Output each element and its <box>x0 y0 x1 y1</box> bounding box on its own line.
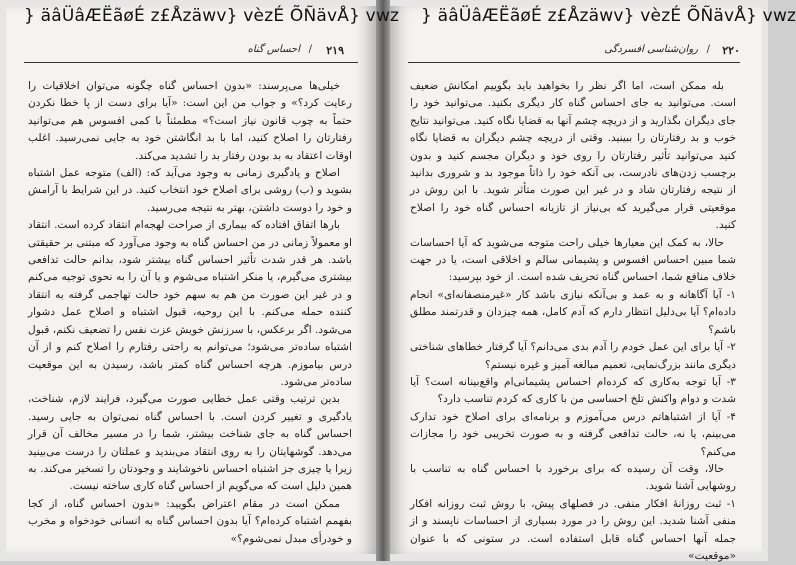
right-page <box>390 6 762 562</box>
right-page-number: ۲۲۰ <box>722 44 740 57</box>
left-page-running-title: احساس گناه <box>247 44 300 55</box>
right-header-rule <box>408 62 740 63</box>
right-page-body <box>410 78 737 562</box>
left-running-head <box>26 44 360 60</box>
left-paragraph: بارها اتفاق افتاده که بیماری از صراحت لهجه‌ام انتقاد کرده است. انتقاد او معمولاً زمانی در من احساس گناه به وجود می‌آورد که مبتنی بر حقیقتی باشد. هر قدر شدت تأثیر احساس گناه بیشتر شود، بدانم حالت تدافعی بیشتری می‌گیرم، یا منکر اشتباه می‌شوم و یا آن را به نحوی توجیه می‌کنم و در غیر این صورت من هم به سهم خود حالت تهاجمی گرفته به انتقاد کننده حمله می‌کنم. با این روحیه، قبول اشتباه و اصلاح عمل دشوار می‌شود. اگر برعکس، با سرزنش خویش عزت نفس را تضعیف نکنم، قبول اشتباه ساده‌تر می‌شود؛ می‌توانم به راحتی رفتارم را اصلاح کنم و از آن درس بیاموزم. هرچه احساس گناه کمتر باشد، رسیدن به این موقعیت ساده‌تر می‌شود. <box>28 219 352 388</box>
left-header-rule <box>24 62 358 63</box>
left-paragraph: ممکن است در مقام اعتراض بگویید: «بدون احساس گناه، از کجا بفهمم اشتباه کرده‌ام؟ آیا بدون احساس گناه به انسانی خودخواه و مخرب و خودرأی مبدل نمی‌شوم؟» <box>28 497 352 545</box>
left-head-separator: / <box>308 44 312 55</box>
right-list-item: ۲- آیا برای این عمل خودم را آدم بدی می‌دانم؟ آیا گرفتار خطاهای شناختی دیگری مانند بزرگ‌نمایی، تعمیم مبالغه آمیز و غیره نیستم؟ <box>410 341 736 371</box>
right-page-running-title: روان‌شناسی افسردگی <box>604 44 698 55</box>
book-gutter <box>376 0 390 561</box>
right-list-item: ۴- آیا از اشتباهاتم درس می‌آموزم و برنامه‌ای برای اصلاح خود تدارک می‌بینم، یا نه، حالت تدافعی گرفته و به صورت تخریبی خود را مجازات می‌کنم؟ <box>410 410 736 458</box>
left-paragraph: خیلی‌ها می‌پرسند: «بدون احساس گناه چگونه می‌توان اخلاقیات را رعایت کرد؟» و جواب من این است: «آیا برای دست از پا خطا نکردن حتماً به چوب قانون نیاز است؟» مطمئناً با کمی افسوس هم می‌توانید رفتارتان را اصلاح کنید، اما با بد انگاشتن خود به جایی نمی‌رسید. اغلب اوقات اعتقاد به بد بودن رفتار بد را تشدید می‌کند. <box>28 80 352 162</box>
left-garbled-header: } äâÜâÆËãøÉ z£Åzäwv} vèzÉ ÕÑävÅ} vwz <box>24 6 400 26</box>
right-paragraph: بله ممکن است، اما اگر نظر را بخواهید باید بگوییم امکانش ضعیف است. می‌توانید به جای احساس گناه کار دیگری بکنید. می‌توانید خود را جای دیگران بگذارید و از دریچه چشم آنها به قضایا نگاه کنید. می‌توانید نتایج خوب و بد رفتارتان را ببینید. وقتی از دریچه چشم دیگران به قضایا نگاه کنید می‌توانید تأثیر رفتارتان را روی خود و دیگران مجسم کنید و بدون برچسب زدن‌های نادرست، بی آنکه خود را ذاتاً موجود بد و شروری بدانید از نتیجه رفتارتان شاد و در غیر این صورت متأثر شوید. با این روش در موقعیتی قرار می‌گیرید که بی‌نیاز از تازیانه احساس گناه خود را اصلاح کنید. <box>410 80 737 232</box>
right-list-item: ۱- ثبت روزانهٔ افکار منفی. در فصلهای پیش، با روش ثبت روزانه افکار منفی آشنا شدید. این روش را در مورد بسیاری از احساسات ناپسند و از جمله آنها احساس گناه قابل استفاده است. در ستونی که با عنوان «موقعیت» <box>410 497 736 562</box>
right-list-item: ۱- آیا آگاهانه و به عمد و بی‌آنکه نیازی باشد کار «غیرمنصفانه‌ای» انجام داده‌ام؟ آیا بی‌دلیل انتظار دارم که آدم کامل، همه چیزدان و قدرتمند مطلق باشم؟ <box>410 288 736 336</box>
left-page <box>6 6 376 554</box>
left-page-body <box>28 78 352 544</box>
right-list-item: ۳- آیا توجه به‌کاری که کرده‌ام احساس پشیمانی‌ام واقع‌بینانه است؟ آیا شدت و دوام واکنش تلخ احساسی من با کاری که کردم تناسب دارد؟ <box>410 375 736 406</box>
left-page-number: ۲۱۹ <box>326 44 344 57</box>
right-paragraph: حالا، به کمک این معیارها خیلی راحت متوجه می‌شوید که آیا احساسات شما مبین احساس افسوس و پشیمانی سالم و اخلاقی است، یا در جهت خلاف منافع شما، احساس گناه تحریف شده است. از خود بپرسید: <box>410 236 736 284</box>
right-running-head <box>408 44 740 60</box>
right-head-separator: / <box>706 44 710 55</box>
left-paragraph: بدین ترتیب وقتی عمل خطایی صورت می‌گیرد، فرایند لازم، شناخت، یادگیری و تغییر کردن است. با احساس گناه نمی‌توان به جایی رسید. احساس گناه به جای شناخت بیشتر، شما را در مسیر مخالف آن قرار می‌دهد. گوشهایتان را به روی انتقاد می‌بندید و عملتان را درست می‌بینید زیرا یا چیزی جز اشتباه احساس ناخوشایند و وجودتان را تسخیر می‌کند. به همین دلیل است که می‌گویم از احساس گناه کاری ساخته نیست. <box>28 393 352 493</box>
left-paragraph: اصلاح و یادگیری زمانی به وجود می‌آید که: (الف) متوجه عمل اشتباه بشوید و (ب) روشی برای اصلاح خود انتخاب کنید. در این شرایط با آرامش و خود را دوست داشتن، بهتر به نتیجه می‌رسید. <box>28 167 352 214</box>
right-garbled-header: } äâÜâÆËãøÉ z£Åzäwv} vèzÉ ÕÑävÅ} vwz <box>421 6 796 26</box>
right-paragraph: حالا، وقت آن رسیده که برای برخورد با احساس گناه به تناسب با روشهایی آشنا شوید. <box>410 462 736 493</box>
